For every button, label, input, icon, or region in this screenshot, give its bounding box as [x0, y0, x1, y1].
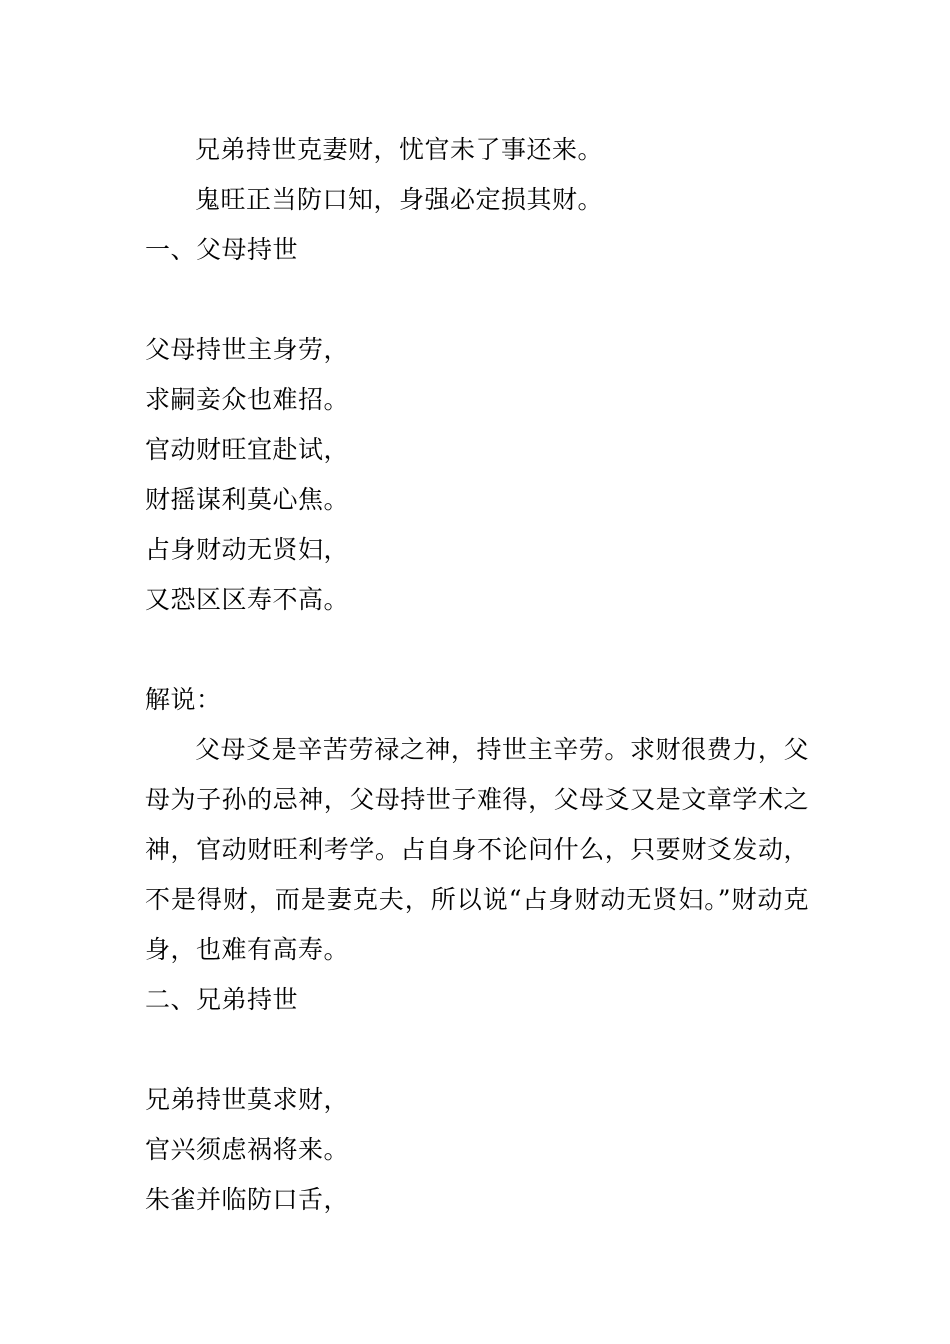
section-heading-parents: 一、父母持世	[145, 235, 299, 264]
verse-line: 求嗣妾众也难招。	[145, 385, 350, 414]
verse-line: 官兴须虑祸将来。	[145, 1135, 350, 1164]
verse-line: 财摇谋利莫心焦。	[145, 485, 350, 514]
section-heading-brothers: 二、兄弟持世	[145, 985, 299, 1014]
verse-line: 官动财旺宜赴试，	[145, 435, 350, 464]
verse-line: 占身财动无贤妇，	[145, 535, 350, 564]
verse-line: 又恐区区寿不高。	[145, 585, 350, 614]
explanation-paragraph: 父母爻是辛苦劳禄之神，持世主辛劳。求财很费力，父母为子孙的忌神，父母持世子难得，父母爻又是文章学术之神，官动财旺利考学。占自身不论问什么，只要财爻发动，不是得财，而是妻克夫，所以说“占身财动无贤妇。”财动克身，也难有高寿。	[145, 735, 809, 964]
intro-line-2: 鬼旺正当防口知，身强必定损其财。	[195, 185, 604, 214]
explanation-label: 解说：	[145, 685, 222, 714]
verse-line: 兄弟持世莫求财，	[145, 1085, 350, 1114]
verse-line: 父母持世主身劳，	[145, 335, 350, 364]
verse-line: 朱雀并临防口舌，	[145, 1185, 350, 1214]
intro-line-1: 兄弟持世克妻财，忧官未了事还来。	[195, 135, 604, 164]
